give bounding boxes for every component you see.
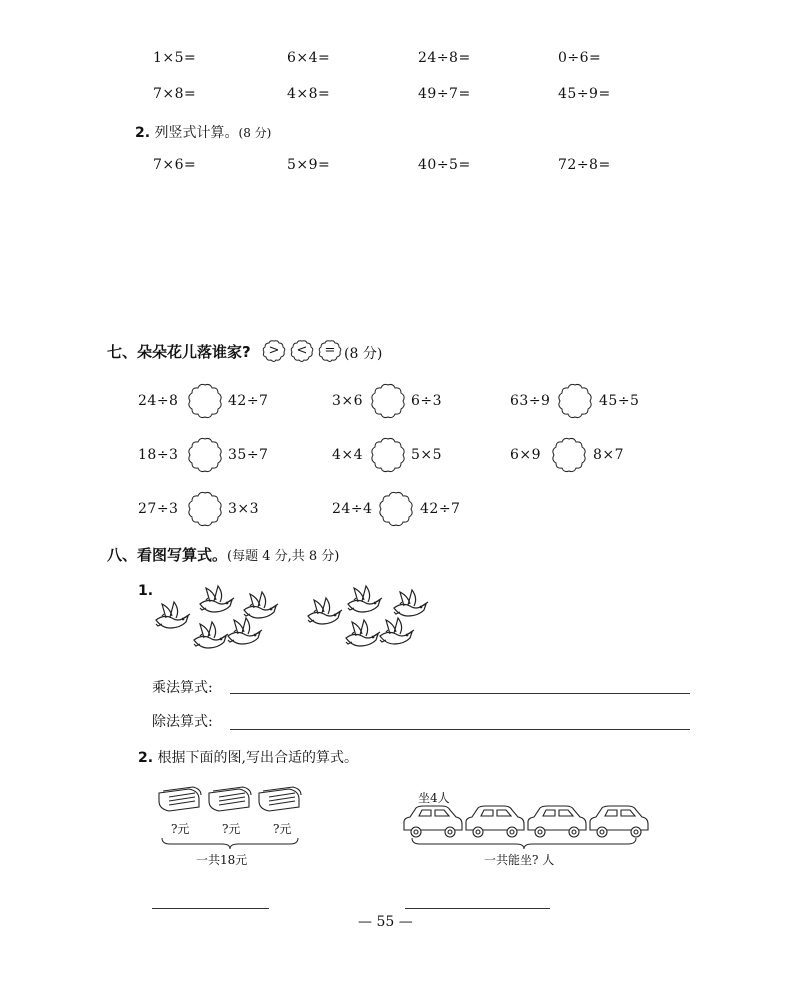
price-label-3: ?元	[273, 822, 292, 836]
calc-1-4: 0÷6=	[558, 50, 602, 66]
div-label: 除法算式:	[152, 714, 213, 730]
dove-group-right-icon	[308, 586, 428, 646]
q2-item-2: 5×9=	[287, 157, 331, 173]
brace-icon	[410, 836, 640, 850]
section8-title: 八、看图写算式。	[107, 546, 228, 564]
pencil-cases-illustration	[155, 785, 305, 825]
less-than-flower-icon	[290, 339, 314, 363]
cars-illustration	[400, 800, 650, 840]
car-total-label: 一共能坐? 人	[484, 853, 555, 867]
compare-left: 6×9	[510, 447, 542, 463]
symbol-eq: =	[324, 343, 336, 358]
answer-flower-icon[interactable]	[187, 491, 223, 527]
answer-line-right[interactable]	[405, 908, 550, 909]
page-number: — 55 —	[358, 914, 413, 930]
calc-2-1: 7×8=	[153, 86, 197, 102]
compare-right: 42÷7	[420, 501, 461, 517]
price-label-2: ?元	[222, 822, 241, 836]
greater-than-flower-icon	[262, 339, 286, 363]
pencil-case-icon	[209, 787, 251, 811]
answer-flower-icon[interactable]	[187, 437, 223, 473]
calc-2-4: 45÷9=	[558, 86, 611, 102]
car-icon	[528, 806, 586, 837]
dove-group-left-icon	[156, 586, 278, 648]
calc-2-2: 4×8=	[287, 86, 331, 102]
q8-2-number: 2.	[138, 750, 154, 766]
pencil-case-icon	[259, 787, 301, 811]
car-icon	[590, 806, 648, 837]
pencil-case-icon	[159, 787, 201, 811]
compare-left: 24÷4	[332, 501, 373, 517]
section8-heading	[107, 544, 339, 565]
compare-right: 35÷7	[228, 447, 269, 463]
answer-flower-icon[interactable]	[370, 437, 406, 473]
calc-2-3: 49÷7=	[418, 86, 471, 102]
symbol-lt: <	[296, 343, 308, 358]
total-cost-label: 一共18元	[196, 853, 248, 867]
compare-left: 63÷9	[510, 393, 551, 409]
compare-left: 4×4	[332, 447, 364, 463]
compare-left: 27÷3	[138, 501, 179, 517]
q8-1-number: 1.	[138, 583, 154, 599]
section7-score: (8 分)	[344, 346, 383, 362]
compare-left: 18÷3	[138, 447, 179, 463]
answer-flower-icon[interactable]	[187, 383, 223, 419]
answer-flower-icon[interactable]	[378, 491, 414, 527]
compare-left: 24÷8	[138, 393, 179, 409]
q2-number: 2.	[135, 125, 151, 141]
compare-right: 8×7	[593, 447, 625, 463]
doves-illustration	[150, 580, 440, 660]
price-label-1: ?元	[171, 822, 190, 836]
answer-flower-icon[interactable]	[370, 383, 406, 419]
q2-score: (8 分)	[238, 126, 272, 140]
answer-flower-icon[interactable]	[551, 437, 587, 473]
equals-flower-icon	[318, 339, 342, 363]
compare-right: 6÷3	[411, 393, 443, 409]
answer-line-left[interactable]	[152, 908, 269, 909]
q2-item-4: 72÷8=	[558, 157, 611, 173]
mult-label: 乘法算式:	[152, 680, 213, 696]
section8-score: (每题 4 分,共 8 分)	[227, 549, 340, 564]
q2-heading	[135, 122, 271, 142]
q8-2-text: 根据下面的图,写出合适的算式。	[157, 750, 358, 766]
calc-1-2: 6×4=	[287, 50, 331, 66]
compare-right: 3×3	[228, 501, 260, 517]
car-icon	[404, 806, 462, 837]
compare-right: 5×5	[411, 447, 443, 463]
compare-left: 3×6	[332, 393, 364, 409]
div-answer-line[interactable]	[230, 729, 690, 730]
compare-right: 42÷7	[228, 393, 269, 409]
car-capacity-label: 坐4人	[418, 791, 450, 805]
q8-2-heading	[138, 747, 358, 767]
car-icon	[466, 806, 524, 837]
section7-title: 七、朵朵花儿落谁家?	[107, 343, 251, 361]
symbol-gt: >	[268, 343, 280, 358]
compare-right: 45÷5	[599, 393, 640, 409]
q2-item-1: 7×6=	[153, 157, 197, 173]
mult-answer-line[interactable]	[230, 693, 690, 694]
brace-icon	[160, 836, 300, 850]
answer-flower-icon[interactable]	[557, 383, 593, 419]
calc-1-3: 24÷8=	[418, 50, 471, 66]
calc-1-1: 1×5=	[153, 50, 197, 66]
q2-text: 列竖式计算。	[154, 125, 239, 141]
q2-item-3: 40÷5=	[418, 157, 471, 173]
